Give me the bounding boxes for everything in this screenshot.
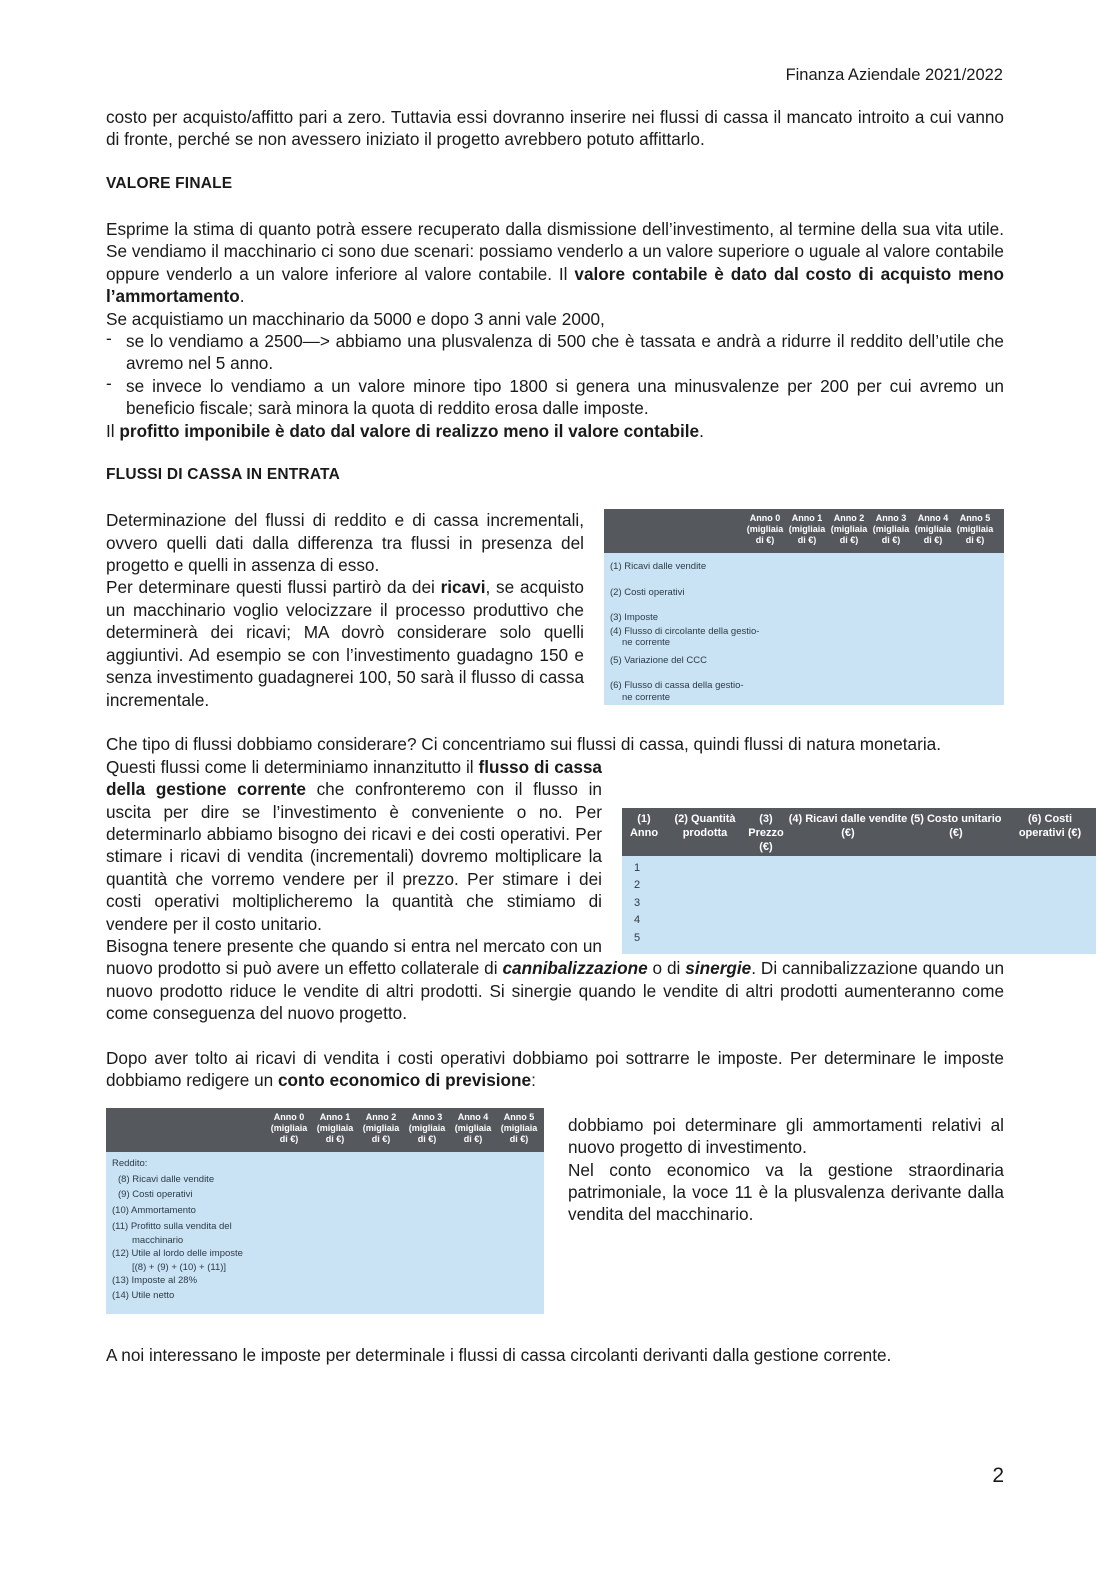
table-row: 3 — [634, 896, 641, 909]
table-row: 5 — [634, 931, 641, 944]
column-header: Anno 4 (migliaia di €) — [454, 1111, 492, 1144]
document-body — [106, 106, 1082, 1366]
list-item: - se invece lo vendiamo a un valore minore tipo 1800 si genera una minusvalenze per 200 per cui avremo un beneficio fiscale; sarà minora la quota di reddito erosa dalle imposte. — [106, 375, 1004, 420]
column-header: Anno 2 (migliaia di €) — [830, 513, 868, 546]
bold-term: ricavi — [440, 577, 486, 598]
paragraph-text: . — [239, 286, 245, 307]
column-header: Anno 2 (migliaia di €) — [362, 1111, 400, 1144]
paragraph-text: Dopo aver tolto ai ricavi di vendita i costi operativi dobbiamo poi sottrarre le imposte. Per determinare le imposte dobbiamo redigere un — [106, 1047, 1004, 1091]
table-row: (12) Utile al lordo delle imposte — [112, 1247, 243, 1259]
table-row: (5) Variazione del CCC — [610, 654, 707, 666]
column-header: Anno 0 (migliaia di €) — [746, 513, 784, 546]
scenario-list — [106, 330, 1004, 420]
table-row: (6) Flusso di cassa della gestio- — [610, 680, 744, 692]
column-header: (4) Ricavi dalle vendite (€) — [788, 812, 908, 839]
intro-paragraph: costo per acquisto/affitto pari a zero. Tuttavia essi dovranno inserire nei flussi di cassa il mancato introito a cui vanno di fronte, perché se non avessero iniziato il progetto avrebbero potuto affittarlo. — [106, 107, 1004, 150]
table-row: (1) Ricavi dalle vendite — [610, 561, 707, 573]
table-header — [622, 808, 1096, 856]
paragraph-text: che confronteremo con il flusso in uscita per dire se l’investimento è conveniente o no. Per determinarlo abbiamo bisogno dei ricavi e dei costi operativi. Per stimare i ricavi di vendita (incrementali) dovremo moltiplicare la quantità che vorremo vendere per il prezzo. Per stimare i dei costi operativi moltiplicheremo la quantità che stimiamo di vendere per il costo unitario. — [106, 779, 602, 934]
table-row: macchinario — [132, 1234, 184, 1246]
flussi-paragraph-7: dobbiamo poi determinare gli ammortamenti relativi al nuovo progetto di investimento. — [568, 1114, 1004, 1158]
column-header: (6) Costi operativi (€) — [1018, 812, 1082, 839]
table-body — [106, 1152, 544, 1304]
bold-definition: profitto imponibile è dato dal valore di realizzo meno il valore contabile — [119, 420, 700, 441]
table-row: [(8) + (9) + (10) + (11)] — [132, 1261, 227, 1273]
bold-definition: valore contabile è dato dal costo di acquisto meno l’ammortamento — [106, 263, 1004, 307]
column-header: Anno 3 (migliaia di €) — [408, 1111, 446, 1144]
table-row: (9) Costi operativi — [118, 1189, 193, 1201]
column-header: Anno 4 (migliaia di €) — [914, 513, 952, 546]
example-paragraph: Se acquistiamo un macchinario da 5000 e dopo 3 anni vale 2000, — [106, 308, 605, 329]
flussi-paragraph-1: Determinazione del flussi di reddito e di cassa incrementali, ovvero quelli dati dalla differenza tra flussi in presenza del progetto e quelli in assenza di esso. — [106, 510, 584, 576]
table-row: 1 — [634, 861, 641, 874]
table-row: (4) Flusso di circolante della gestio- — [610, 625, 760, 637]
table-row: (3) Imposte — [610, 612, 659, 624]
table-row: 4 — [634, 914, 641, 927]
table-row: Reddito: — [112, 1157, 148, 1169]
column-header: Anno 1 (migliaia di €) — [316, 1111, 354, 1144]
flussi-paragraph-8: Nel conto economico va la gestione straordinaria patrimoniale, la voce 11 è la plusvalenza derivante dalla vendita del macchinario. — [568, 1159, 1004, 1225]
table-body — [604, 553, 1004, 703]
section-heading-flussi: FLUSSI DI CASSA IN ENTRATA — [106, 466, 340, 484]
valore-finale-paragraph — [106, 218, 1004, 308]
paragraph-text: . — [699, 420, 704, 441]
list-item: - se lo vendiamo a 2500—> abbiamo una plusvalenza di 500 che è tassata e andrà a ridurre il reddito dell’utile che avremo nel 5 anno. — [106, 330, 1004, 375]
column-header: (2) Quantità prodotta — [674, 812, 736, 839]
table-row: (8) Ricavi dalle vendite — [118, 1173, 215, 1185]
flussi-paragraph-3: Che tipo di flussi dobbiamo considerare? Ci concentriamo sui flussi di cassa, quindi flussi di natura monetaria. — [106, 734, 941, 755]
paragraph-text: Per determinare questi flussi partirò da dei — [106, 577, 441, 598]
table-header — [106, 1108, 544, 1152]
table-row: (2) Costi operativi — [610, 586, 685, 598]
page-number: 2 — [992, 1464, 1004, 1487]
paragraph-text: Bisogna tenere presente che quando si entra nel mercato con un nuovo prodotto si può avere un effetto collaterale di — [106, 935, 602, 979]
cash-flow-table-figure — [604, 509, 1004, 705]
paragraph-text: , se acquisto un macchinario voglio velocizzare il processo produttivo che determinerà dei ricavi; MA dovrò considerare solo quelli aggiuntivi. Ad esempio se con l’investimento guadagno 150 e senza investimento guadagnerei 100, 50 sarà il flusso di cassa incrementale. — [106, 577, 584, 710]
column-header: Anno 1 (migliaia di €) — [788, 513, 826, 546]
profit-paragraph — [106, 420, 1004, 442]
page-header: Finanza Aziendale 2021/2022 — [785, 66, 1003, 84]
paragraph-text: Esprime la stima di quanto potrà essere recuperato dalla dismissione dell’investimento, al termine della sua vita utile. Se vendiamo il macchinario ci sono due scenari: possiamo venderlo a un valore superiore o uguale al valore contabile oppure venderlo a un valore inferiore al valore contabile. Il — [106, 219, 1004, 284]
table-row: (10) Ammortamento — [112, 1205, 196, 1217]
paragraph-text: Il — [106, 420, 120, 441]
table-row: (11) Profitto sulla vendita del — [112, 1220, 232, 1232]
bold-italic-term: sinergie — [685, 958, 752, 979]
section-heading-valore-finale: VALORE FINALE — [106, 175, 233, 193]
column-header: Anno 0 (migliaia di €) — [270, 1111, 308, 1144]
paragraph-text: : — [531, 1070, 536, 1091]
table-row: ne corrente — [622, 691, 671, 703]
paragraph-text: Questi flussi come li determiniamo innanzitutto il — [106, 756, 479, 777]
table-row: 2 — [634, 879, 641, 892]
table-row: ne corrente — [622, 637, 671, 649]
column-header: (1) Anno — [629, 812, 659, 839]
column-header: (3) Prezzo (€) — [748, 812, 784, 853]
income-statement-figure — [106, 1108, 544, 1314]
column-header: (5) Costo unitario (€) — [910, 812, 1002, 839]
bold-term: flusso di cassa della gestione corrente — [106, 756, 602, 800]
paragraph-text: o di — [647, 958, 686, 979]
bold-term: conto economico di previsione — [278, 1070, 532, 1091]
table-row: (14) Utile netto — [112, 1290, 175, 1302]
column-header: Anno 3 (migliaia di €) — [872, 513, 910, 546]
paragraph-text: . Di cannibalizzazione quando un nuovo prodotto riduce le vendite di altri prodotti. Si sinergie quando le vendite di altri prodotti aumenteranno come come conseguenza del nuovo progetto. — [106, 958, 1005, 1024]
table-body — [622, 856, 1096, 948]
table-header — [604, 509, 1004, 553]
flussi-paragraph-6 — [106, 1047, 1004, 1092]
bold-italic-term: cannibalizzazione — [502, 958, 648, 979]
column-header: Anno 5 (migliaia di €) — [956, 513, 994, 546]
revenue-table-figure — [622, 808, 1096, 954]
flussi-paragraph-9: A noi interessano le imposte per determinale i flussi di cassa circolanti derivanti dalla gestione corrente. — [106, 1344, 892, 1365]
column-header: Anno 5 (migliaia di €) — [500, 1111, 538, 1144]
table-row: (13) Imposte al 28% — [112, 1274, 198, 1286]
